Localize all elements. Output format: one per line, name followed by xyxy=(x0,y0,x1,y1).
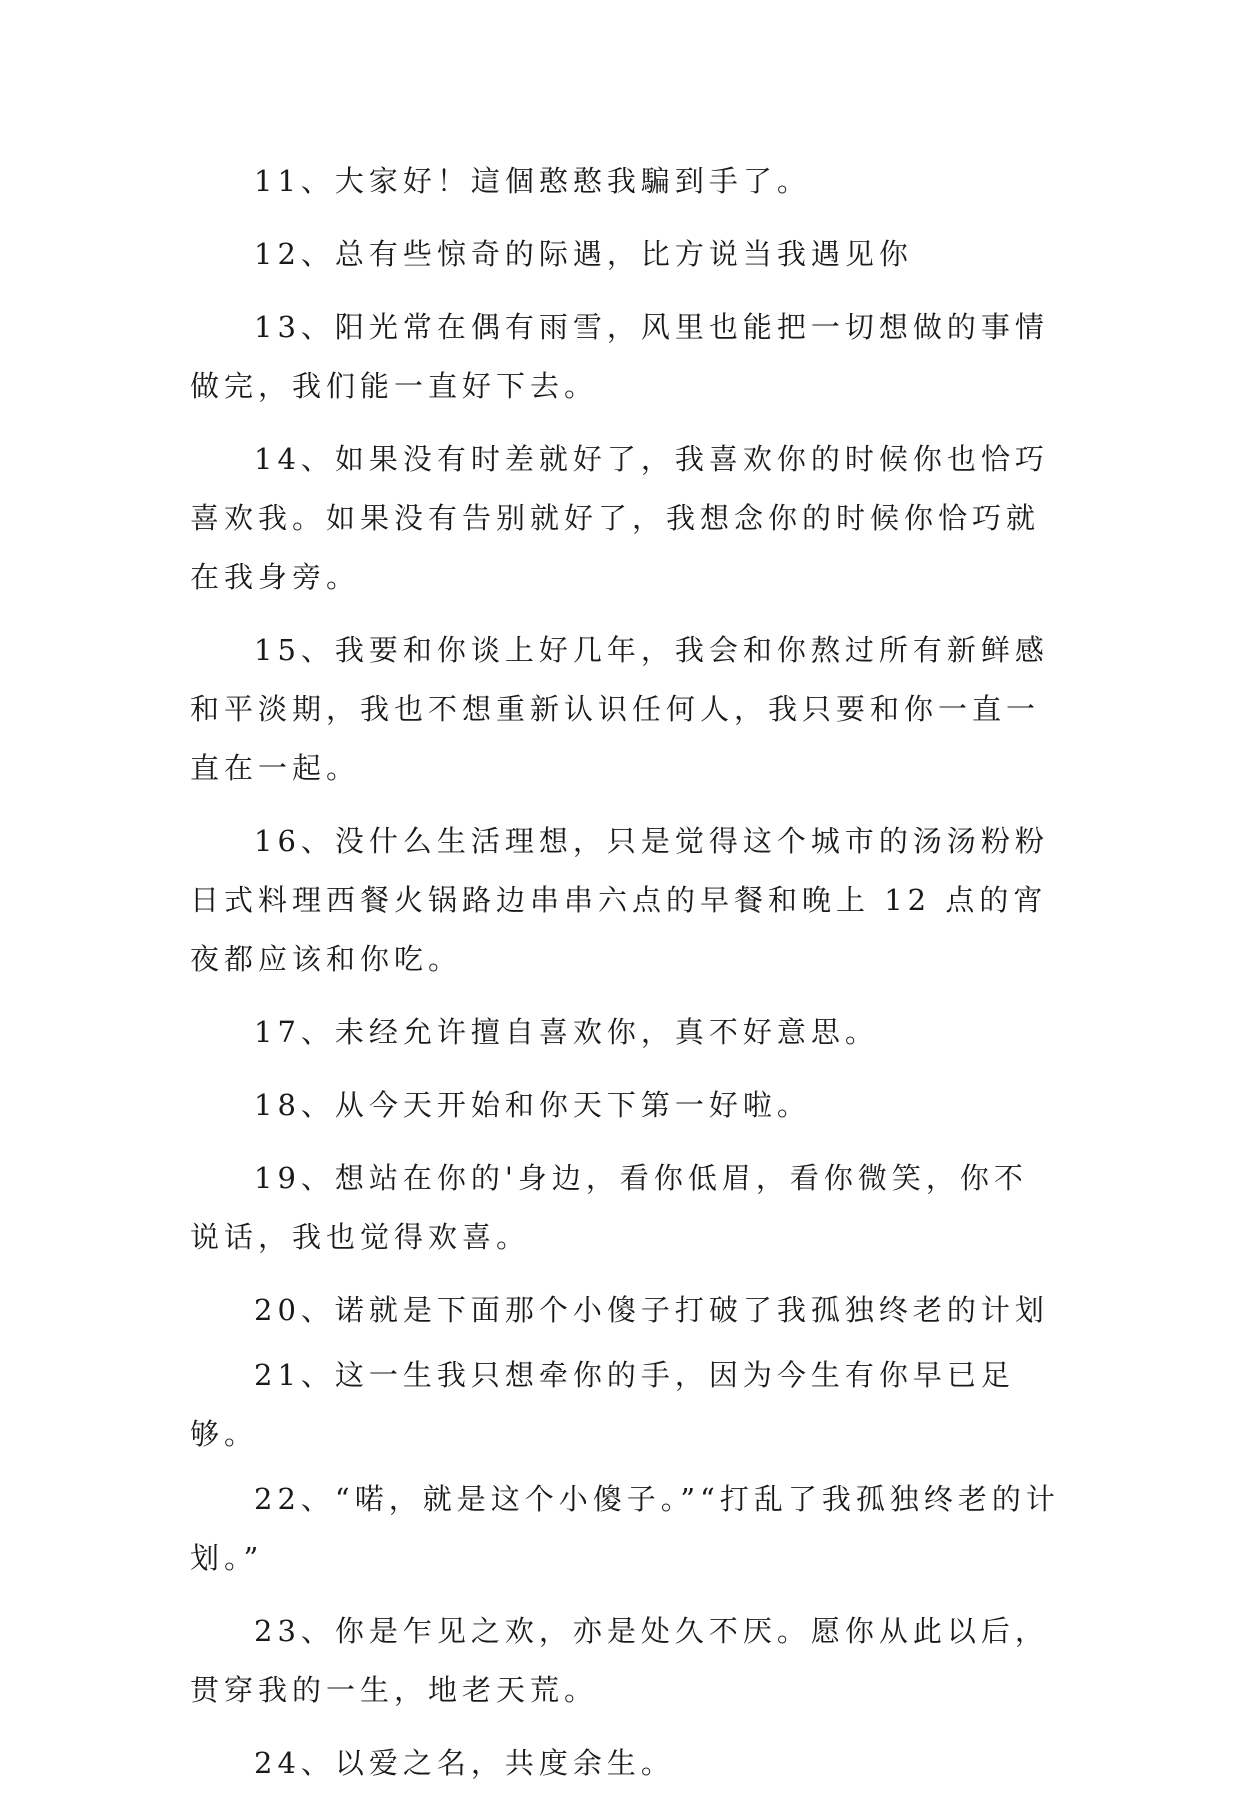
paragraph-20: 20、诺就是下面那个小傻子打破了我孤独终老的计划 xyxy=(254,1293,1049,1327)
paragraph-22: 22、“喏，就是这个小傻子。”“打乱了我孤独终老的计划。” xyxy=(190,1482,1060,1575)
paragraph-19: 19、想站在你的'身边，看你低眉，看你微笑，你不说话，我也觉得欢喜。 xyxy=(190,1161,1028,1254)
paragraph-15: 15、我要和你谈上好几年，我会和你熬过所有新鲜感和平淡期，我也不想重新认识任何人，我只要和你一直一直在一起。 xyxy=(190,633,1049,785)
paragraph-13: 13、阳光常在偶有雨雪，风里也能把一切想做的事情做完，我们能一直好下去。 xyxy=(190,310,1049,403)
paragraph-23: 23、你是乍见之欢，亦是处久不厌。愿你从此以后，贯穿我的一生，地老天荒。 xyxy=(190,1614,1049,1707)
paragraph-18: 18、从今天开始和你天下第一好啦。 xyxy=(254,1088,811,1122)
paragraph-17: 17、未经允许擅自喜欢你，真不好意思。 xyxy=(254,1015,879,1049)
paragraph-14: 14、如果没有时差就好了，我喜欢你的时候你也恰巧喜欢我。如果没有告别就好了，我想念你的时候你恰巧就在我身旁。 xyxy=(190,442,1049,594)
paragraph-16: 16、没什么生活理想，只是觉得这个城市的汤汤粉粉日式料理西餐火锅路边串串六点的早餐和晚上 12 点的宵夜都应该和你吃。 xyxy=(190,824,1049,976)
paragraph-12: 12、总有些惊奇的际遇，比方说当我遇见你 xyxy=(254,237,913,271)
document-body xyxy=(190,152,1060,1807)
paragraph-21: 21、这一生我只想牵你的手，因为今生有你早已足够。 xyxy=(190,1358,1015,1451)
paragraph-11: 11、大家好！這個憨憨我騙到手了。 xyxy=(254,164,811,198)
paragraph-24: 24、以爱之名，共度余生。 xyxy=(254,1746,675,1780)
